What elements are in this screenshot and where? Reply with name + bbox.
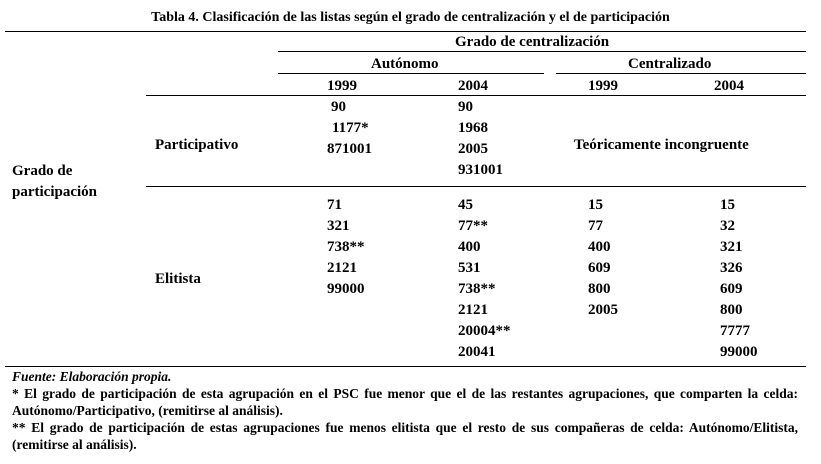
cell-value: 15 [588, 197, 603, 213]
cell-value: 609 [588, 260, 611, 276]
table-title: Tabla 4. Clasificación de las listas según el grado de centralización y el de participación [151, 10, 670, 25]
cell-participativo-aut-2004 [458, 97, 503, 181]
cell-value: 99000 [327, 281, 365, 297]
cell-value: 1968 [458, 120, 488, 136]
cell-value: 71 [327, 197, 342, 213]
row-group-label-line2: participación [12, 184, 97, 200]
header-autonomo: Autónomo [371, 56, 439, 72]
cell-value: 90 [331, 99, 346, 115]
row-group-label-line1: Grado de [12, 163, 73, 179]
rule-years [146, 95, 806, 96]
cell-participativo-aut-1999 [327, 97, 372, 160]
cell-value: 321 [720, 239, 743, 255]
rule-autonomo [278, 73, 544, 74]
header-centralization: Grado de centralización [455, 34, 610, 50]
cell-elitista-aut-1999 [327, 195, 365, 300]
cell-value: 77 [588, 218, 603, 234]
footnote-2: ** El grado de participación de estas agrupaciones fue menos elitista que el resto de sus compañeras de celda: Autónomo/Elitista, (remitirse al análisis). [12, 420, 798, 452]
cell-value: 609 [720, 281, 743, 297]
cell-value: 321 [327, 218, 350, 234]
cell-value: 2121 [458, 302, 488, 318]
cell-value: 400 [458, 239, 481, 255]
cell-value: 20004** [458, 323, 511, 339]
cell-value: 871001 [327, 141, 372, 157]
cell-value: 738** [458, 281, 496, 297]
cell-elitista-cen-2004 [720, 195, 758, 363]
row-label-participativo: Participativo [155, 137, 239, 153]
rule-bottom [5, 366, 806, 367]
header-year-aut-2004: 2004 [458, 78, 488, 94]
cell-value: 1177* [332, 120, 369, 136]
header-year-aut-1999: 1999 [327, 78, 357, 94]
source-note: Fuente: Elaboración propia. [12, 369, 172, 384]
rule-mid [146, 186, 806, 187]
cell-value: 7777 [720, 323, 750, 339]
cell-value: 99000 [720, 344, 758, 360]
cell-value: 32 [720, 218, 735, 234]
header-year-cen-2004: 2004 [714, 78, 744, 94]
rule-top [5, 31, 806, 32]
rule-centralization [278, 51, 806, 52]
cell-value: 15 [720, 197, 735, 213]
cell-value: 2005 [588, 302, 618, 318]
cell-participativo-centralizado: Teóricamente incongruente [574, 137, 749, 153]
row-label-elitista: Elitista [155, 271, 201, 287]
cell-value: 2005 [458, 141, 488, 157]
cell-elitista-cen-1999 [588, 195, 618, 321]
cell-value: 20041 [458, 344, 496, 360]
cell-elitista-aut-2004 [458, 195, 511, 363]
cell-value: 738** [327, 239, 365, 255]
cell-value: 931001 [458, 162, 503, 178]
cell-value: 2121 [327, 260, 357, 276]
rule-centralizado [556, 73, 806, 74]
header-centralizado: Centralizado [628, 56, 712, 72]
table-notes [12, 368, 798, 453]
cell-value: 45 [458, 197, 473, 213]
cell-value: 326 [720, 260, 743, 276]
header-year-cen-1999: 1999 [588, 78, 618, 94]
footnote-1: * El grado de participación de esta agrupación en el PSC fue menor que el de las restantes agrupaciones, que comparten la celda: Autónomo/Participativo, (remitirse al análisis). [12, 386, 798, 418]
row-group-label [12, 161, 97, 203]
cell-value: 800 [720, 302, 743, 318]
cell-value: 800 [588, 281, 611, 297]
cell-value: 90 [458, 99, 473, 115]
cell-value: 77** [458, 218, 488, 234]
cell-value: 400 [588, 239, 611, 255]
cell-value: 531 [458, 260, 481, 276]
